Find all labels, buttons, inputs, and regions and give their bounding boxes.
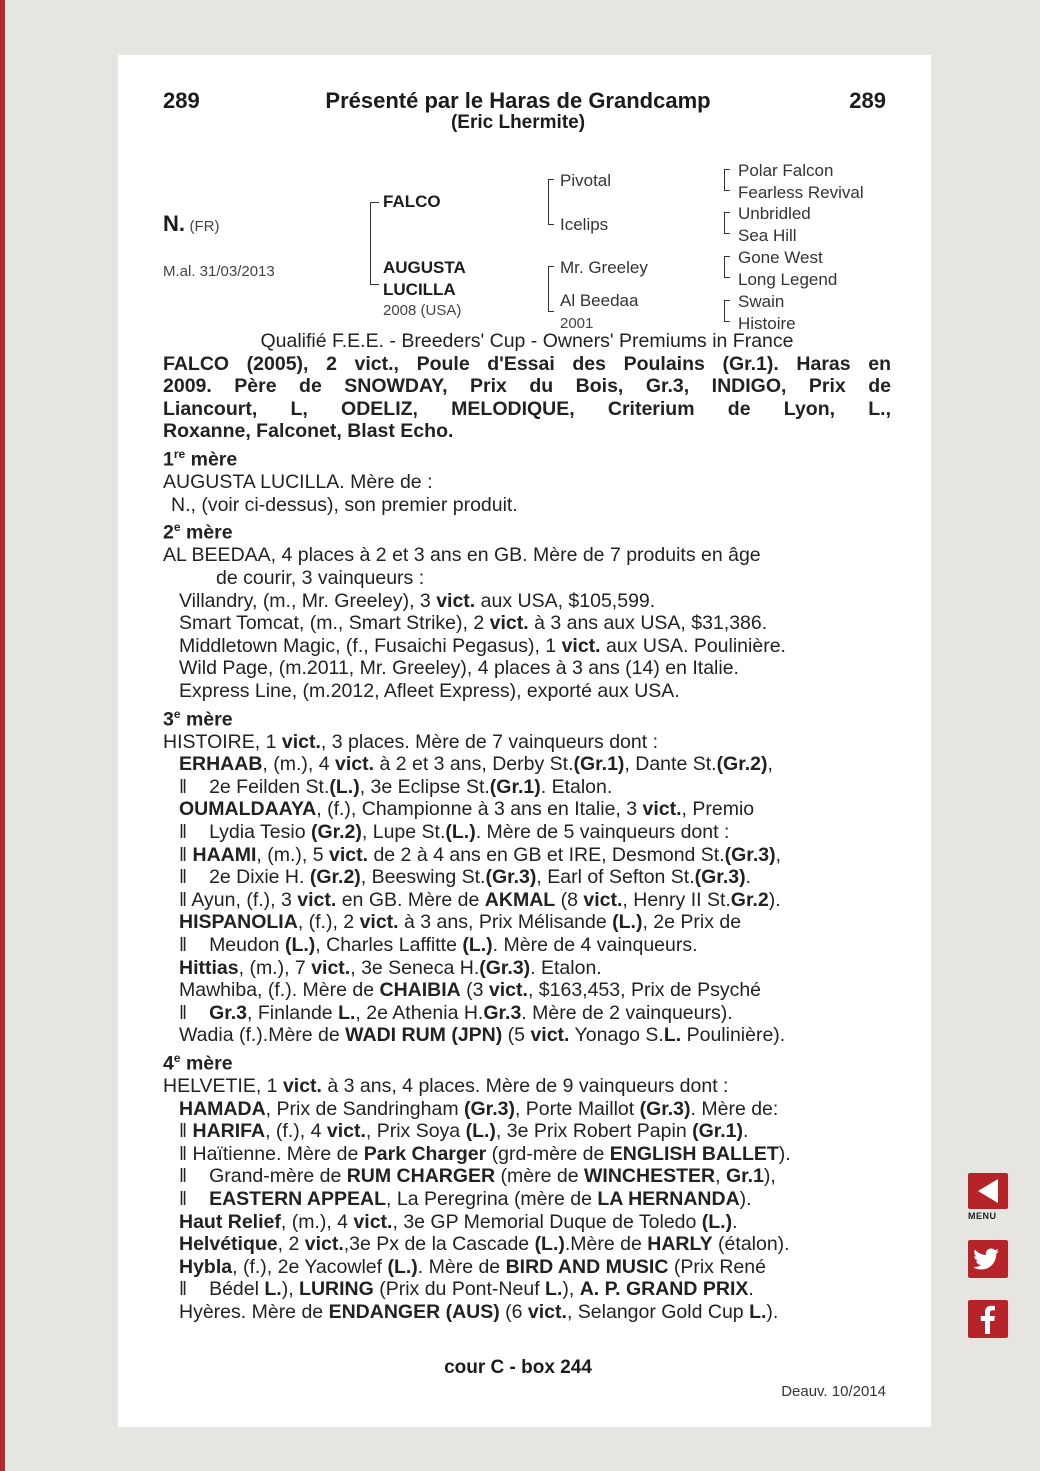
dam2-line: Wild Page, (m.2011, Mr. Greeley), 4 places à 3 ans (14) en Italie. — [179, 657, 739, 680]
pedigree-sire: FALCO — [383, 192, 441, 211]
dam3-line: ‖ Ayun, (f.), 3 vict. en GB. Mère de AKMAL (8 vict., Henry II St.Gr.2). — [179, 888, 781, 911]
menu-label: MENU — [968, 1211, 997, 1221]
facebook-share-button[interactable] — [968, 1300, 1008, 1338]
qualifications: Qualifié F.E.E. - Breeders' Cup - Owners' Premiums in France — [260, 330, 794, 352]
dam4-line: ‖ Bédel L.), LURING (Prix du Pont-Neuf L.), A. P. GRAND PRIX. — [179, 1278, 754, 1301]
pedigree-ddd: Histoire — [738, 314, 796, 333]
pedigree-sd: Icelips — [560, 215, 609, 234]
pedigree-sss: Polar Falcon — [738, 161, 834, 180]
pedigree-dsd: Long Legend — [738, 270, 838, 289]
horse-name: N. — [163, 211, 185, 236]
sire-notes — [163, 353, 891, 443]
section-heading-dam2: 2e mère — [163, 520, 233, 544]
horse-country: (FR) — [189, 218, 220, 235]
sire-notes-line: Roxanne, Falconet, Blast Echo. — [163, 420, 454, 443]
pedigree-dam-line2: LUCILLA — [383, 280, 456, 299]
pedigree-sdd: Sea Hill — [738, 226, 797, 245]
page-title: Présenté par le Haras de Grandcamp — [325, 88, 711, 113]
dam4-line: HELVETIE, 1 vict. à 3 ans, 4 places. Mère de 9 vainqueurs dont : — [163, 1075, 729, 1097]
triangle-left-icon — [968, 1173, 1008, 1209]
dam3-line: ‖ 2e Feilden St.(L.), 3e Eclipse St.(Gr.1). Etalon. — [179, 775, 613, 798]
dam4-line: Helvétique, 2 vict.,3e Px de la Cascade (L.).Mère de HARLY (étalon). — [179, 1233, 790, 1256]
pedigree-dd: Al Beedaa — [560, 291, 639, 310]
section-heading-dam3: 3e mère — [163, 706, 233, 730]
dam3-line: Hittias, (m.), 7 vict., 3e Seneca H.(Gr.3). Etalon. — [179, 956, 602, 979]
menu-button[interactable] — [968, 1173, 1008, 1209]
pedigree-dam-line1: AUGUSTA — [383, 258, 466, 277]
stable-location: cour C - box 244 — [444, 1357, 592, 1378]
pedigree-bracket-gen1 — [370, 202, 371, 285]
dam2-line: AL BEEDAA, 4 places à 2 et 3 ans en GB. Mère de 7 produits en âge — [163, 544, 761, 567]
section-heading-dam1: 1re mère — [163, 446, 238, 471]
dam2-line: Smart Tomcat, (m., Smart Strike), 2 vict. à 3 ans aux USA, $31,386. — [179, 612, 768, 635]
dam4-line: Haut Relief, (m.), 4 vict., 3e GP Memorial Duque de Toledo (L.). — [179, 1210, 738, 1233]
pedigree-dam-info: 2008 (USA) — [383, 302, 462, 319]
dam4-line: ‖ Haïtienne. Mère de Park Charger (grd-mère de ENGLISH BALLET). — [179, 1142, 791, 1165]
dam2-line: Villandry, (m., Mr. Greeley), 3 vict. aux USA, $105,599. — [179, 589, 656, 612]
dam4-line: Hybla, (f.), 2e Yacowlef (L.). Mère de BIRD AND MUSIC (Prix René — [179, 1255, 766, 1278]
catalogue-body — [163, 330, 891, 1324]
dam3-line: ‖ 2e Dixie H. (Gr.2), Beeswing St.(Gr.3), Earl of Sefton St.(Gr.3). — [179, 866, 751, 889]
dam2-line: Express Line, (m.2012, Afleet Express), exporté aux USA. — [179, 679, 680, 702]
pedigree-bracket-dam — [548, 266, 554, 312]
twitter-share-button[interactable] — [968, 1240, 1008, 1278]
twitter-bird-icon — [968, 1240, 1008, 1278]
dam4-line: ‖ HARIFA, (f.), 4 vict., Prix Soya (L.), 3e Prix Robert Papin (Gr.1). — [179, 1120, 749, 1143]
dam2-line: Middletown Magic, (f., Fusaichi Pegasus), 1 vict. aux USA. Poulinière. — [179, 634, 786, 657]
dam4-line: ‖ Grand-mère de RUM CHARGER (mère de WINCHESTER, Gr.1), — [179, 1165, 776, 1188]
dam3-line: ‖ Meudon (L.), Charles Laffitte (L.). Mère de 4 vainqueurs. — [179, 933, 698, 956]
dam3-line: OUMALDAAYA, (f.), Championne à 3 ans en Italie, 3 vict., Premio — [179, 798, 755, 821]
dam3-line: ERHAAB, (m.), 4 vict. à 2 et 3 ans, Derby St.(Gr.1), Dante St.(Gr.2), — [179, 753, 773, 776]
dam3-line: HISTOIRE, 1 vict., 3 places. Mère de 7 vainqueurs dont : — [163, 730, 658, 753]
dam3-line: HISPANOLIA, (f.), 2 vict. à 3 ans, Prix Mélisande (L.), 2e Prix de — [179, 911, 742, 934]
horse-name-line — [163, 211, 219, 237]
left-edge-stripe — [0, 0, 5, 1471]
pedigree-dds: Swain — [738, 292, 785, 311]
facebook-f-icon — [968, 1300, 1008, 1338]
pedigree-ssd: Fearless Revival — [738, 183, 864, 202]
dam4-line: HAMADA, Prix de Sandringham (Gr.3), Porte Maillot (Gr.3). Mère de: — [179, 1097, 779, 1120]
lot-number-right: 289 — [849, 88, 886, 113]
dam1-line: AUGUSTA LUCILLA. Mère de : — [163, 471, 433, 494]
pedigree-dss: Gone West — [738, 248, 823, 267]
sire-notes-line: FALCO (2005), 2 vict., Poule d'Essai des Poulains (Gr.1). Haras en — [163, 352, 891, 375]
horse-info: M.al. 31/03/2013 — [163, 263, 275, 280]
lot-number-left: 289 — [163, 88, 200, 113]
dam1-line: N., (voir ci-dessus), son premier produit. — [171, 493, 518, 516]
dam3-line: ‖ HAAMI, (m.), 5 vict. de 2 à 4 ans en GB et IRE, Desmond St.(Gr.3), — [179, 843, 781, 866]
dam3-line: Wadia (f.).Mère de WADI RUM (JPN) (5 vict. Yonago S.L. Poulinière). — [179, 1024, 786, 1047]
pedigree-bracket-sire — [548, 179, 554, 225]
page-subtitle: (Eric Lhermite) — [450, 112, 586, 133]
section-heading-dam4: 4e mère — [163, 1050, 233, 1075]
dam4-line: ‖ EASTERN APPEAL, La Peregrina (mère de LA HERNANDA). — [179, 1187, 752, 1210]
dam3-line: ‖ Gr.3, Finlande L., 2e Athenia H.Gr.3. Mère de 2 vainqueurs). — [179, 1001, 733, 1024]
sale-reference: Deauv. 10/2014 — [781, 1383, 886, 1400]
pedigree-dd-year: 2001 — [560, 315, 594, 332]
dam3-line: Mawhiba, (f.). Mère de CHAIBIA (3 vict., $163,453, Prix de Psyché — [179, 979, 762, 1002]
pedigree-ds: Mr. Greeley — [560, 258, 648, 277]
sire-notes-line: 2009. Père de SNOWDAY, Prix du Bois, Gr.3, INDIGO, Prix de — [163, 375, 891, 398]
sire-notes-line: Liancourt, L, ODELIZ, MELODIQUE, Criterium de Lyon, L., — [163, 397, 891, 420]
dam2-line: de courir, 3 vainqueurs : — [216, 566, 425, 589]
catalogue-page — [118, 55, 931, 1427]
dam4-line: Hyères. Mère de ENDANGER (AUS) (6 vict., Selangor Gold Cup L.). — [179, 1300, 779, 1323]
dam3-line: ‖ Lydia Tesio (Gr.2), Lupe St.(L.). Mère de 5 vainqueurs dont : — [179, 820, 730, 843]
pedigree-ss: Pivotal — [560, 171, 612, 190]
pedigree-sds: Unbridled — [738, 204, 811, 223]
